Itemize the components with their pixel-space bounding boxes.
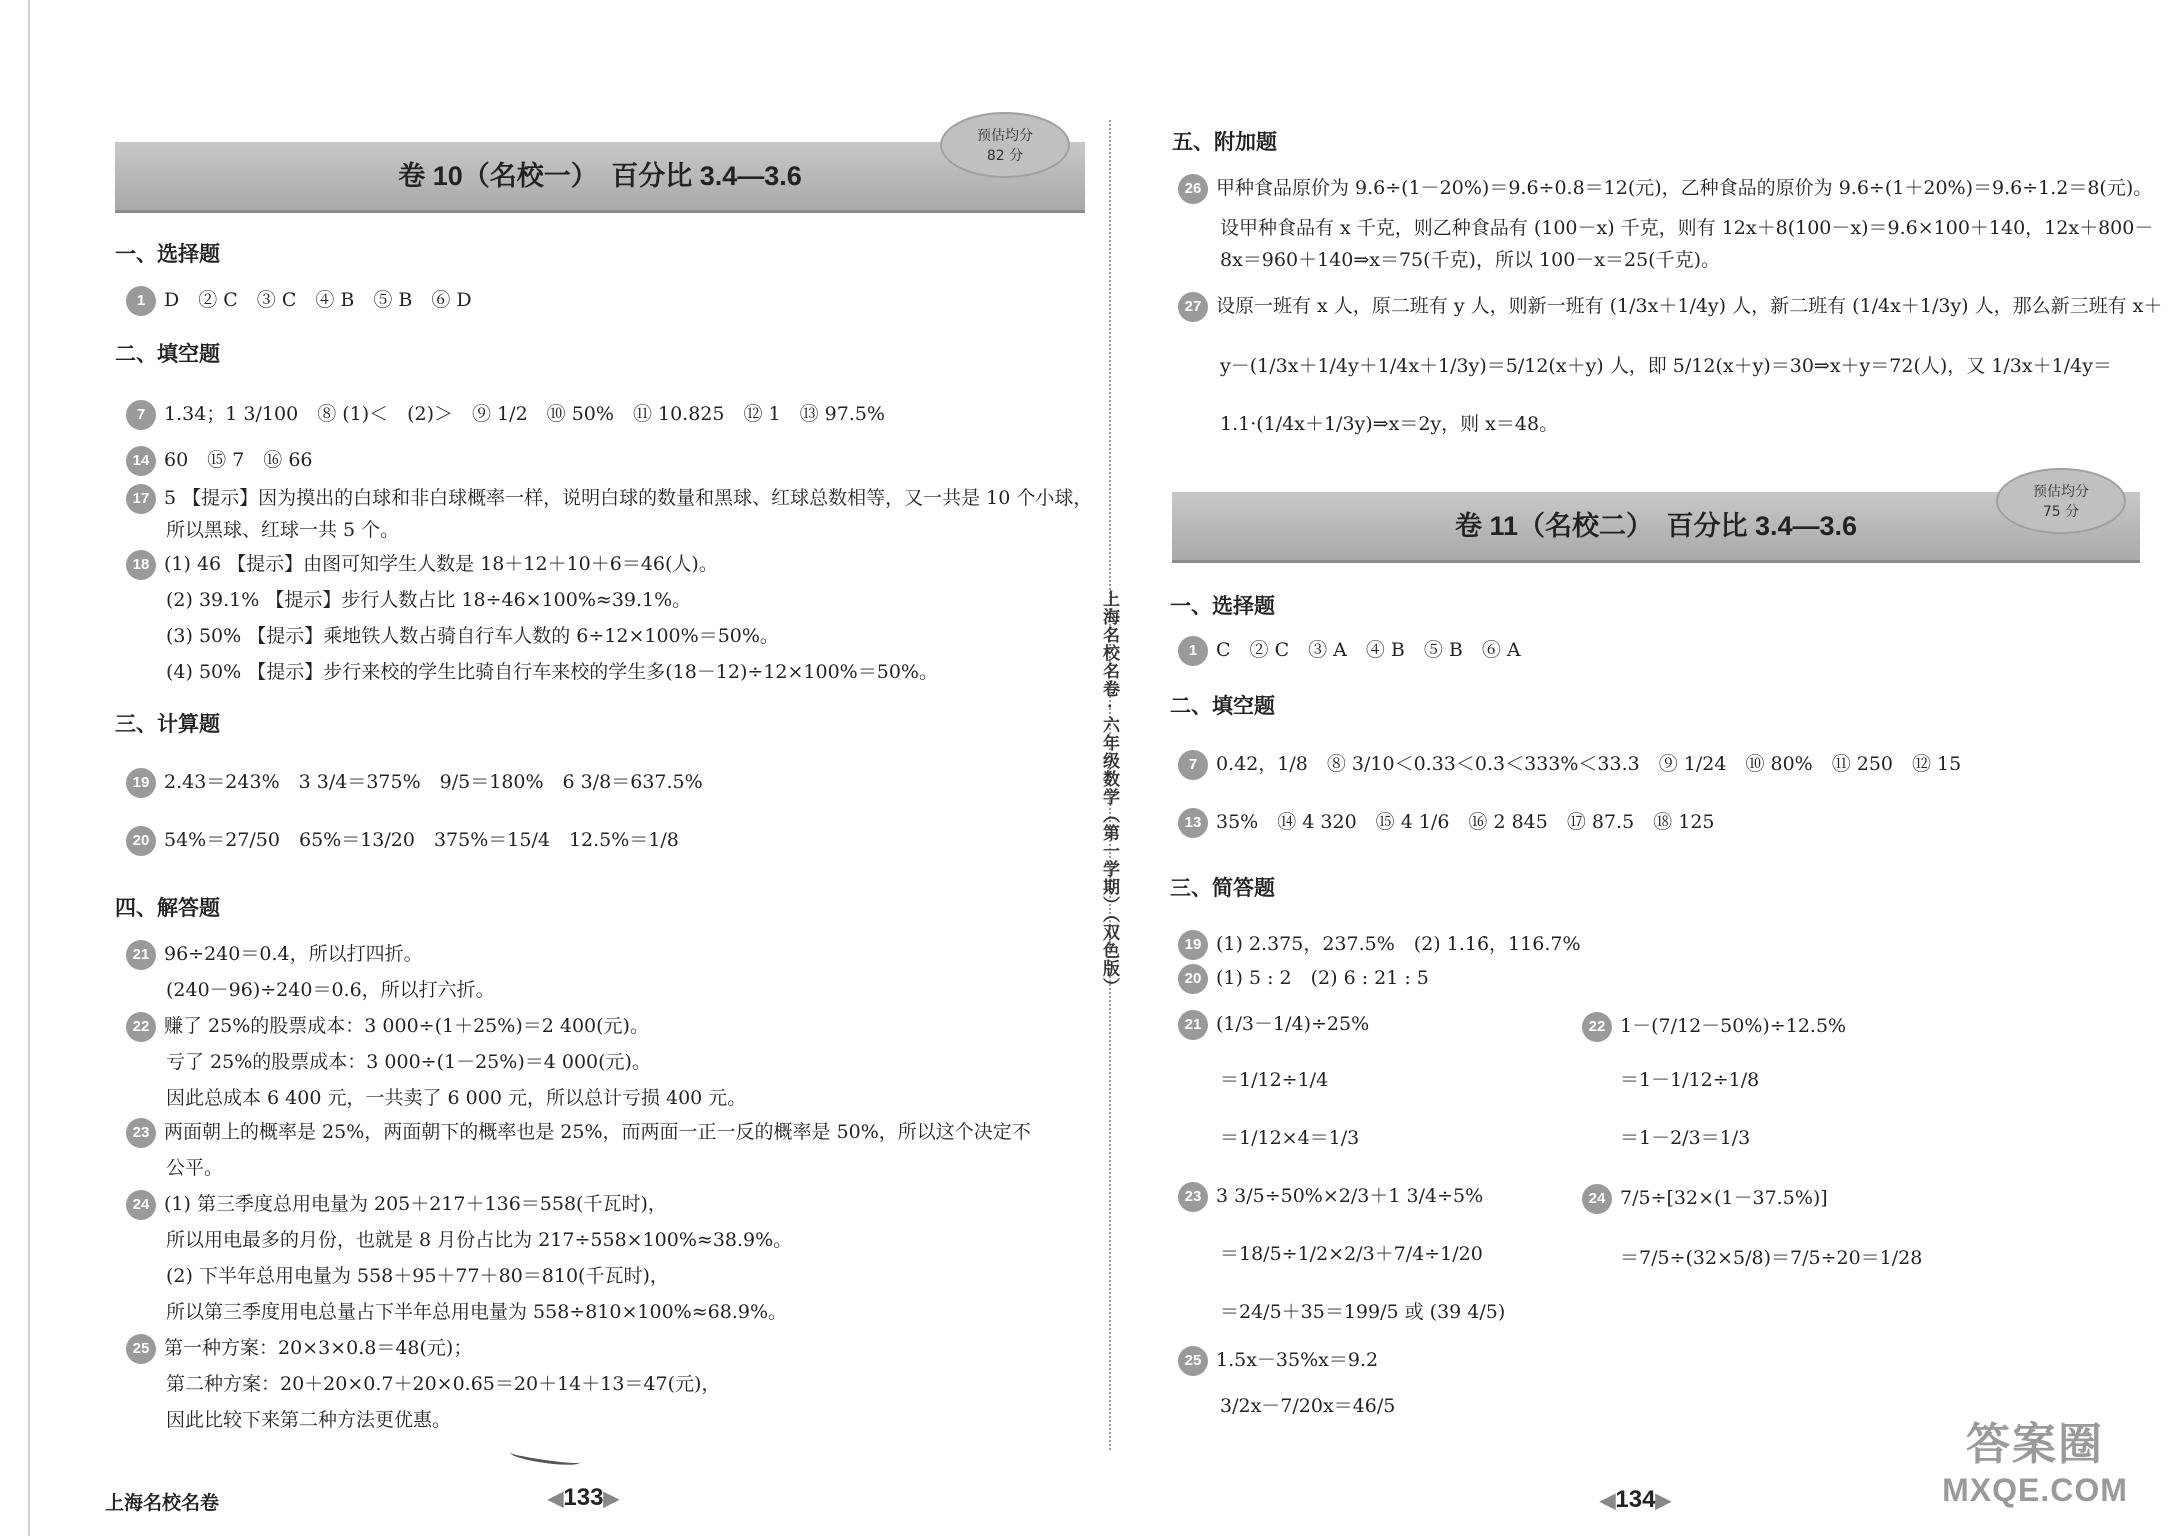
page-number-value: 133 <box>563 1484 604 1511</box>
answer-line <box>1172 1010 1369 1040</box>
answer-line: 所以黑球、红球一共 5 个。 <box>166 519 400 541</box>
answer-text: 54%＝27/50 65%＝13/20 375%＝15/4 12.5%＝1/8 <box>164 829 679 851</box>
answer-line <box>1576 1012 1846 1042</box>
answer-line: 设甲种食品有 x 千克，则乙种食品有 (100－x) 千克，则有 12x＋8(100－x)＝9.6×100＋140，12x＋800－ <box>1220 217 2154 239</box>
book-title-footer: 上海名校名卷 <box>105 1493 220 1514</box>
page-number-right <box>1600 1486 1671 1514</box>
answer-line: (4) 50% 【提示】步行来校的学生比骑自行车来校的学生多(18－12)÷12×100%＝50%。 <box>166 661 938 683</box>
answer-line <box>120 400 885 430</box>
badge-label: 预估均分 <box>977 128 1033 144</box>
answer-line <box>1172 292 2162 322</box>
answer-text: 7/5÷[32×(1－37.5%)] <box>1620 1187 1828 1209</box>
answer-line: 公平。 <box>166 1157 224 1179</box>
question-number: 20 <box>126 826 156 856</box>
answer-line: ＝1/12÷1/4 <box>1220 1069 1329 1091</box>
question-number: 13 <box>1178 808 1208 838</box>
question-number: 26 <box>1178 174 1208 204</box>
answer-line <box>120 940 423 970</box>
question-number: 19 <box>126 768 156 798</box>
question-number: 23 <box>126 1118 156 1148</box>
answer-text: 5 【提示】因为摸出的白球和非白球概率一样，说明白球的数量和黑球、红球总数相等，又一共是 10 个小球， <box>164 487 1093 509</box>
question-number: 18 <box>126 550 156 580</box>
answer-text: 1－(7/12－50%)÷12.5% <box>1620 1015 1847 1037</box>
answer-line: 因此比较下来第二种方法更优惠。 <box>166 1409 452 1431</box>
answer-text: (1) 5 : 2 (2) 6 : 21 : 5 <box>1216 967 1429 989</box>
answer-text: 35% ⑭ 4 320 ⑮ 4 1/6 ⑯ 2 845 ⑰ 87.5 ⑱ 125 <box>1216 811 1715 833</box>
question-number: 20 <box>1178 964 1208 994</box>
answer-line <box>1172 174 2152 204</box>
answer-line <box>120 768 703 798</box>
answer-text: (1) 2.375，237.5% (2) 1.16̇，116.7% <box>1216 933 1581 955</box>
answer-line: 3/2x－7/20x＝46/5 <box>1220 1395 1396 1417</box>
answer-text: C ② C ③ A ④ B ⑤ B ⑥ A <box>1216 639 1521 661</box>
answer-line <box>120 286 472 316</box>
right-page <box>1120 0 2170 1536</box>
section-heading: 二、填空题 <box>1170 694 1275 718</box>
answer-line <box>1172 750 1961 780</box>
watermark-logo: 答案圈 <box>1966 1420 2104 1469</box>
answer-line <box>1172 636 1521 666</box>
answer-text: 1.34；1 3/100 ⑧ (1)＜ (2)＞ ⑨ 1/2 ⑩ 50% ⑪ 10.825 ⑫ 1 ⑬ 97.5% <box>164 403 885 425</box>
answer-text: (1) 第三季度总用电量为 205＋217＋136＝558(千瓦时)， <box>164 1193 667 1215</box>
answer-line <box>120 1012 649 1042</box>
exam-title-10: 卷 10（名校一） 百分比 3.4—3.6 <box>398 161 802 191</box>
answer-line <box>1172 808 1715 838</box>
question-number: 23 <box>1178 1182 1208 1212</box>
answer-text: 甲种食品原价为 9.6÷(1－20%)＝9.6÷0.8＝12(元)，乙种食品的原价为 9.6÷(1＋20%)＝9.6÷1.2＝8(元)。 <box>1216 177 2153 199</box>
question-number: 17 <box>126 484 156 514</box>
exam-banner-11 <box>1172 492 2140 563</box>
page-arrow-left-icon: ◀ <box>548 1488 564 1510</box>
question-number: 25 <box>1178 1346 1208 1376</box>
answer-line <box>120 1118 1031 1148</box>
badge-score: 82 分 <box>986 148 1024 164</box>
section-heading: 四、解答题 <box>115 896 220 920</box>
answer-line <box>1172 930 1581 960</box>
page-arrow-right-icon: ▶ <box>1655 1490 1671 1512</box>
answer-line: (2) 下半年总用电量为 558＋95＋77＋80＝810(千瓦时)， <box>166 1265 669 1287</box>
spine-title: 上海名校名卷 · 六年级数学（第一学期）（双色版） <box>1100 590 1119 996</box>
answer-text: 两面朝上的概率是 25%，两面朝下的概率也是 25%，而两面一正一反的概率是 50%，所以这个决定不 <box>164 1121 1031 1143</box>
answer-line: 第二种方案：20＋20×0.7＋20×0.65＝20＋14＋13＝47(元)， <box>166 1373 721 1395</box>
answer-line: 所以第三季度用电总量占下半年总用电量为 558÷810×100%≈68.9%。 <box>166 1301 788 1323</box>
page-arrow-right-icon: ▶ <box>603 1488 619 1510</box>
section-heading: 二、填空题 <box>115 342 220 366</box>
answer-line: (240－96)÷240＝0.6，所以打六折。 <box>166 979 495 1001</box>
answer-line <box>1172 964 1429 994</box>
average-score-badge-11 <box>1996 468 2126 534</box>
question-number: 22 <box>126 1012 156 1042</box>
answer-line <box>120 1190 667 1220</box>
answer-text: 第一种方案：20×3×0.8＝48(元)； <box>164 1337 473 1359</box>
answer-text: 3 3/5÷50%×2/3＋1 3/4÷5% <box>1216 1185 1484 1207</box>
watermark-url: MXQE.COM <box>1942 1472 2128 1508</box>
answer-line <box>120 484 1092 514</box>
answer-line: ＝24/5＋35＝199/5 或 (39 4/5) <box>1220 1301 1506 1323</box>
section-heading: 三、计算题 <box>115 712 220 736</box>
answer-line: 亏了 25%的股票成本：3 000÷(1－25%)＝4 000(元)。 <box>166 1051 651 1073</box>
question-number: 27 <box>1178 292 1208 322</box>
answer-line: y－(1/3x＋1/4y＋1/4x＋1/3y)＝5/12(x＋y) 人，即 5/12(x＋y)＝30⇒x＋y＝72(人)，又 1/3x＋1/4y＝ <box>1220 355 2112 377</box>
answer-text: 96÷240＝0.4，所以打四折。 <box>164 943 423 965</box>
answer-line: (2) 39.1% 【提示】步行人数占比 18÷46×100%≈39.1%。 <box>166 589 692 611</box>
answer-line <box>1576 1184 1828 1214</box>
answer-line: 所以用电最多的月份，也就是 8 月份占比为 217÷558×100%≈38.9%。 <box>166 1229 793 1251</box>
question-number: 21 <box>126 940 156 970</box>
answer-line <box>1172 1182 1483 1212</box>
question-number: 7 <box>1178 750 1208 780</box>
answer-text: 1.5x－35%x＝9.2 <box>1216 1349 1379 1371</box>
exam-title-11: 卷 11（名校二） 百分比 3.4—3.6 <box>1454 511 1858 541</box>
section-heading: 一、选择题 <box>115 242 220 266</box>
answer-line <box>120 550 718 580</box>
answer-line: 因此总成本 6 400 元，一共卖了 6 000 元，所以总计亏损 400 元。 <box>166 1087 747 1109</box>
answer-line: 8x＝960＋140⇒x＝75(千克)，所以 100－x＝25(千克)。 <box>1220 249 1720 271</box>
question-number: 24 <box>1582 1184 1612 1214</box>
answer-line <box>120 826 679 856</box>
answer-text: 0.42，1/8 ⑧ 3/10＜0.33＜0.3̇＜333%＜33.3 ⑨ 1/24 ⑩ 80% ⑪ 250 ⑫ 15 <box>1216 753 1962 775</box>
answer-line: ＝18/5÷1/2×2/3＋7/4÷1/20 <box>1220 1243 1483 1265</box>
question-number: 25 <box>126 1334 156 1364</box>
answer-text: (1/3－1/4)÷25% <box>1216 1013 1370 1035</box>
site-watermark <box>1910 1408 2160 1509</box>
answer-text: D ② C ③ C ④ B ⑤ B ⑥ D <box>164 289 472 311</box>
page-number-left <box>548 1484 619 1512</box>
answer-text: (1) 46 【提示】由图可知学生人数是 18＋12＋10＋6＝46(人)。 <box>164 553 718 575</box>
question-number: 14 <box>126 446 156 476</box>
answer-line: ＝1/12×4＝1/3 <box>1220 1127 1360 1149</box>
answer-line: ＝1－2/3＝1/3 <box>1620 1127 1751 1149</box>
answer-text: 2.43＝243% 3 3/4＝375% 9/5＝180% 6 3/8＝637.5% <box>164 771 703 793</box>
section-heading: 一、选择题 <box>1170 594 1275 618</box>
answer-line <box>1172 1346 1378 1376</box>
answer-text: 赚了 25%的股票成本：3 000÷(1＋25%)＝2 400(元)。 <box>164 1015 649 1037</box>
question-number: 1 <box>126 286 156 316</box>
page-number-value: 134 <box>1615 1486 1656 1513</box>
answer-line: (3) 50% 【提示】乘地铁人数占骑自行车人数的 6÷12×100%＝50%。 <box>166 625 779 647</box>
answer-text: 设原一班有 x 人，原二班有 y 人，则新一班有 (1/3x＋1/4y) 人，新二班有 (1/4x＋1/3y) 人，那么新三班有 x＋ <box>1216 295 2163 317</box>
page-arrow-left-icon: ◀ <box>1600 1490 1616 1512</box>
pen-scratch-mark <box>510 1447 581 1468</box>
average-score-badge-10 <box>940 112 1070 178</box>
section-heading: 三、简答题 <box>1170 876 1275 900</box>
badge-label: 预估均分 <box>2033 484 2089 500</box>
answer-line: ＝1－1/12÷1/8 <box>1620 1069 1760 1091</box>
answer-text: 60 ⑮ 7 ⑯ 66 <box>164 449 313 471</box>
exam-banner-10 <box>115 142 1085 213</box>
answer-line: ＝7/5÷(32×5/8)＝7/5÷20＝1/28 <box>1620 1247 1923 1269</box>
question-number: 24 <box>126 1190 156 1220</box>
question-number: 19 <box>1178 930 1208 960</box>
question-number: 21 <box>1178 1010 1208 1040</box>
question-number: 22 <box>1582 1012 1612 1042</box>
section-heading: 五、附加题 <box>1172 130 1277 154</box>
answer-line <box>120 446 313 476</box>
badge-score: 75 分 <box>2042 504 2080 520</box>
answer-line <box>120 1334 472 1364</box>
question-number: 1 <box>1178 636 1208 666</box>
question-number: 7 <box>126 400 156 430</box>
answer-line: 1.1·(1/4x＋1/3y)⇒x＝2y，则 x＝48。 <box>1220 413 1559 435</box>
